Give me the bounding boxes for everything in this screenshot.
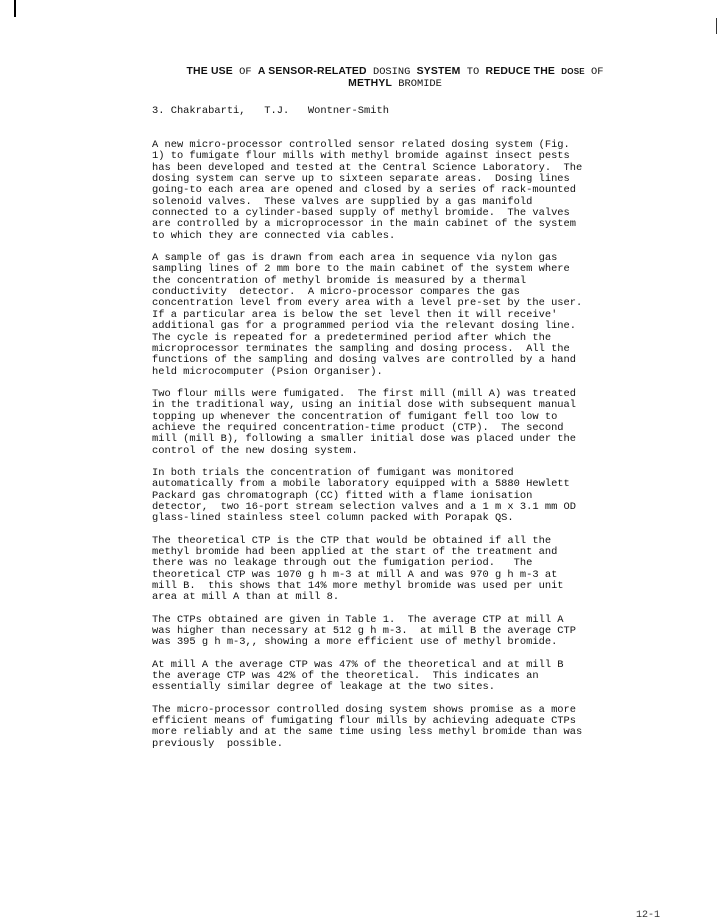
text-line: the concentration of methyl bromide is measured by a thermal [152,274,527,287]
text-line: If a particular area is below the set level then it will receive' [152,308,558,321]
text-line: held microcomputer (Psion Organiser). [152,365,383,378]
paragraph-4 [152,468,630,525]
text-line: more reliably and at the same time using less methyl bromide than was [152,726,583,739]
text-line: sampling lines of 2 mm bore to the main cabinet of the system where [152,263,570,276]
paper-page [152,66,630,750]
text-line: concentration level from every area with a level pre-set by the user. [152,297,583,310]
paper-title [160,66,630,90]
text-line: The cycle is repeated for a predetermined period after which the [152,331,552,344]
text-line: A new micro-processor controlled sensor related dosing system (Fig. [152,139,570,151]
paragraph-7 [152,660,630,694]
text-line: has been developed and tested at the Central Science Laboratory. The [152,161,583,174]
paragraph-2 [152,253,630,378]
text-line: functions of the sampling and dosing valves are controlled by a hand [152,354,577,367]
text-line: essentially similar degree of leakage at the two sites. [152,681,495,694]
page-number: 12-1 [635,910,660,921]
title-segment: THE USE [186,66,233,77]
text-line: was 395 g h m-3,, showing a more efficient use of methyl bromide. [152,636,558,649]
text-line: The micro-processor controlled dosing system shows promise as a more [152,703,577,716]
title-segment: SYSTEM [416,66,461,77]
text-line: At mill A the average CTP was 47% of the theoretical and at mill B [152,658,564,671]
text-line: theoretical CTP was 1070 g h m-3 at mill A and was 970 g h m-3 at [152,568,558,581]
text-line: area at mill A than at mill 8. [152,591,340,604]
title-segment: BROMIDE [392,78,442,90]
text-line: mill (mill B), following a smaller initial dose was placed under the [152,433,577,446]
scan-edge-mark-left [14,0,16,17]
text-line: the average CTP was 42% of the theoretical. This indicates an [152,670,539,683]
paragraph-6 [152,615,630,649]
title-segment: OF [584,66,604,78]
authors: 3. Chakrabarti, T.J. Wontner-Smith [152,105,389,117]
text-line: control of the new dosing system. [152,444,358,457]
text-line: A sample of gas is drawn from each area in sequence via nylon gas [152,252,558,265]
title-segment: DOSE [561,67,585,76]
text-line: to which they are connected via cables. [152,229,396,242]
text-line: The theoretical CTP is the CTP that would be obtained if all the [152,534,552,547]
title-segment: DOSING [366,66,417,78]
text-line: Two flour mills were fumigated. The first mill (mill A) was treated [152,387,577,400]
text-line: was higher than necessary at 512 g h m-3. at mill B the average CTP [152,625,577,638]
text-line: 1) to fumigate flour mills with methyl bromide against insect pests [152,150,570,163]
paragraph-5 [152,536,630,604]
text-line: detector, two 16-port stream selection valves and a 1 m x 3.1 mm OD [152,500,577,513]
paragraph-8 [152,705,630,750]
text-line: in the traditional way, using an initial dose with subsequent manual [152,399,577,412]
text-line: achieve the required concentration-time product (CTP). The second [152,421,564,434]
paragraph-1 [152,140,630,242]
text-line: Packard gas chromatograph (CC) fitted with a flame ionisation [152,489,533,502]
title-segment: A SENSOR-RELATED [257,66,367,77]
text-line: there was no leakage through out the fumigation period. The [152,557,533,570]
body-text [152,140,630,750]
text-line: are controlled by a microprocessor in the main cabinet of the system [152,218,577,231]
title-segment: REDUCE THE [485,66,556,77]
title-segment: METHYL [348,78,393,89]
text-line: conductivity detector. A micro-processor compares the gas [152,286,520,299]
text-line: microprocessor terminates the sampling and dosing process. All the [152,342,570,355]
text-line: topping up whenever the concentration of fumigant fell too low to [152,410,558,423]
text-line: In both trials the concentration of fumigant was monitored [152,466,514,479]
text-line: mill B. this shows that 14% more methyl bromide was used per unit [152,580,564,593]
text-line: previously possible. [152,737,283,750]
text-line: additional gas for a programmed period via the relevant dosing line. [152,320,577,333]
text-line: going-to each area are opened and closed by a series of rack-mounted [152,184,577,197]
text-line: automatically from a mobile laboratory equipped with a 5880 Hewlett [152,478,570,491]
title-line-2 [160,78,630,90]
title-segment: TO [460,66,486,78]
text-line: methyl bromide had been applied at the start of the treatment and [152,546,558,558]
text-line: dosing system can serve up to sixteen separate areas. Dosing lines [152,173,570,186]
text-line: The CTPs obtained are given in Table 1. The average CTP at mill A [152,613,564,626]
title-line-1 [160,66,630,78]
paragraph-3 [152,389,630,457]
scan-edge-mark-right [716,18,717,34]
text-line: glass-lined stainless steel column packed with Porapak QS. [152,512,514,525]
text-line: connected to a cylinder-based supply of methyl bromide. The valves [152,207,570,220]
text-line: solenoid valves. These valves are supplied by a gas manifold [152,195,533,208]
text-line: efficient means of fumigating flour mills by achieving adequate CTPs [152,715,577,728]
title-segment: OF [232,66,258,78]
